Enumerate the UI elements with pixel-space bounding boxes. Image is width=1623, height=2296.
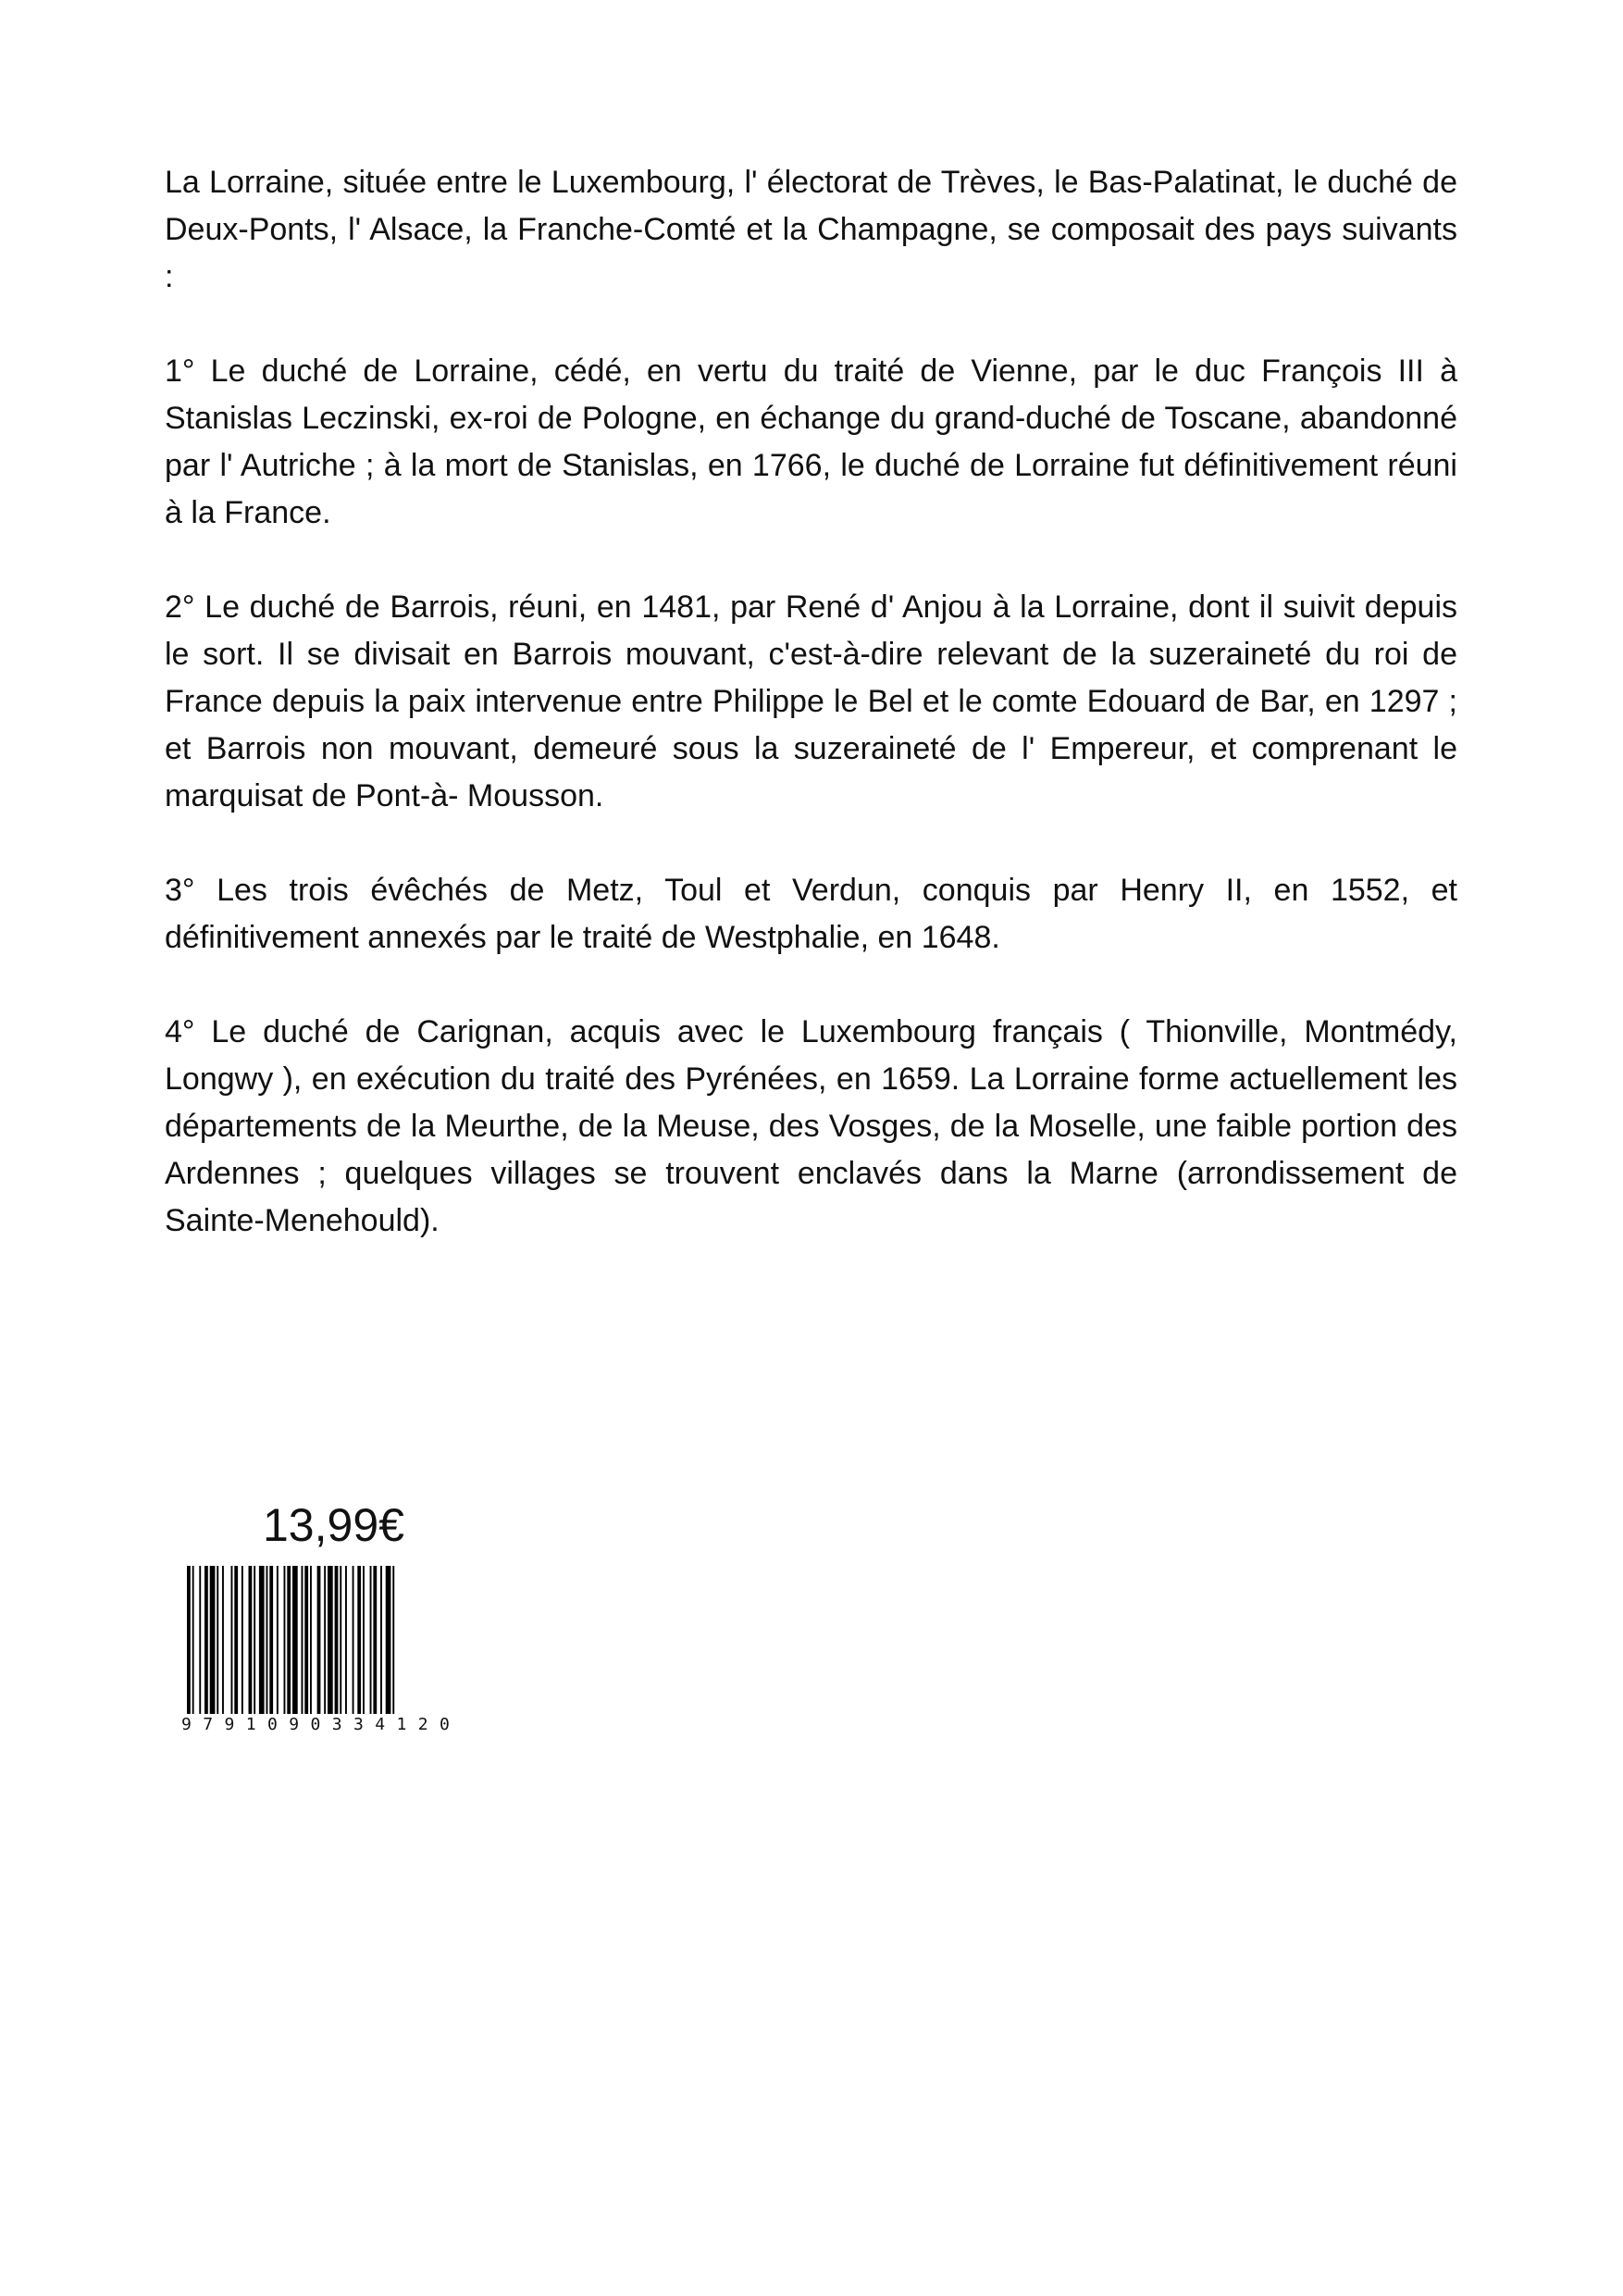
paragraph-intro: La Lorraine, située entre le Luxembourg, l' électorat de Trèves, le Bas-Palatinat, le duché de Deux-Ponts, l' Alsace, la Franche-Comté et la Champagne, se composait des pays suivants : — [165, 165, 1457, 294]
barcode-icon — [181, 1566, 450, 1714]
paragraph-trois-eveches: 3° Les trois évêchés de Metz, Toul et Verdun, conquis par Henry II, en 1552, et définitivement annexés par le traité de Westphalie, en 1648. — [165, 873, 1457, 955]
barcode-digit: 2 — [417, 1715, 428, 1734]
description-text — [165, 159, 1457, 1292]
barcode-digit: 9 — [224, 1715, 235, 1734]
barcode-digit: 7 — [203, 1715, 214, 1734]
barcode-digit: 9 — [289, 1715, 300, 1734]
barcode-digit: 3 — [331, 1715, 342, 1734]
barcode-digit: 0 — [310, 1715, 321, 1734]
barcode-digit: 3 — [353, 1715, 364, 1734]
paragraph-duche-barrois: 2° Le duché de Barrois, réuni, en 1481, par René d' Anjou à la Lorraine, dont il suivit depuis le sort. Il se divisait en Barrois mouvant, c'est-à-dire relevant de la suzeraineté du roi de France depuis la paix intervenue entre Philippe le Bel et le comte Edouard de Bar, en 1297 ; et Barrois non mouvant, demeuré sous la suzeraineté de l' Empereur, et comprenant le marquisat de Pont-à- Mousson. — [165, 590, 1457, 813]
barcode-digit: 1 — [396, 1715, 407, 1734]
paragraph-duche-lorraine: 1° Le duché de Lorraine, cédé, en vertu du traité de Vienne, par le duc François III à Stanislas Leczinski, ex-roi de Pologne, en échange du grand-duché de Toscane, abandonné par l' Autriche ; à la mort de Stanislas, en 1766, le duché de Lorraine fut définitivement réuni à la France. — [165, 354, 1457, 530]
barcode-digit: 4 — [375, 1715, 386, 1734]
barcode-digit: 1 — [245, 1715, 256, 1734]
barcode-digit: 0 — [267, 1715, 278, 1734]
paragraph-duche-carignan: 4° Le duché de Carignan, acquis avec le Luxembourg français ( Thionville, Montmédy, Longwy ), en exécution du traité des Pyrénées, en 1659. La Lorraine forme actuellement les départements de la Meurthe, de la Meuse, des Vosges, de la Moselle, une faible portion des Ardennes ; quelques villages se trouvent enclavés dans la Marne (arrondissement de Sainte-Menehould). — [165, 1014, 1457, 1238]
price-label: 13,99€ — [263, 1499, 404, 1551]
price-barcode-block — [181, 1497, 459, 1734]
barcode-digit: 0 — [440, 1715, 450, 1734]
barcode-digits — [181, 1716, 450, 1734]
barcode-digit: 9 — [181, 1715, 192, 1734]
